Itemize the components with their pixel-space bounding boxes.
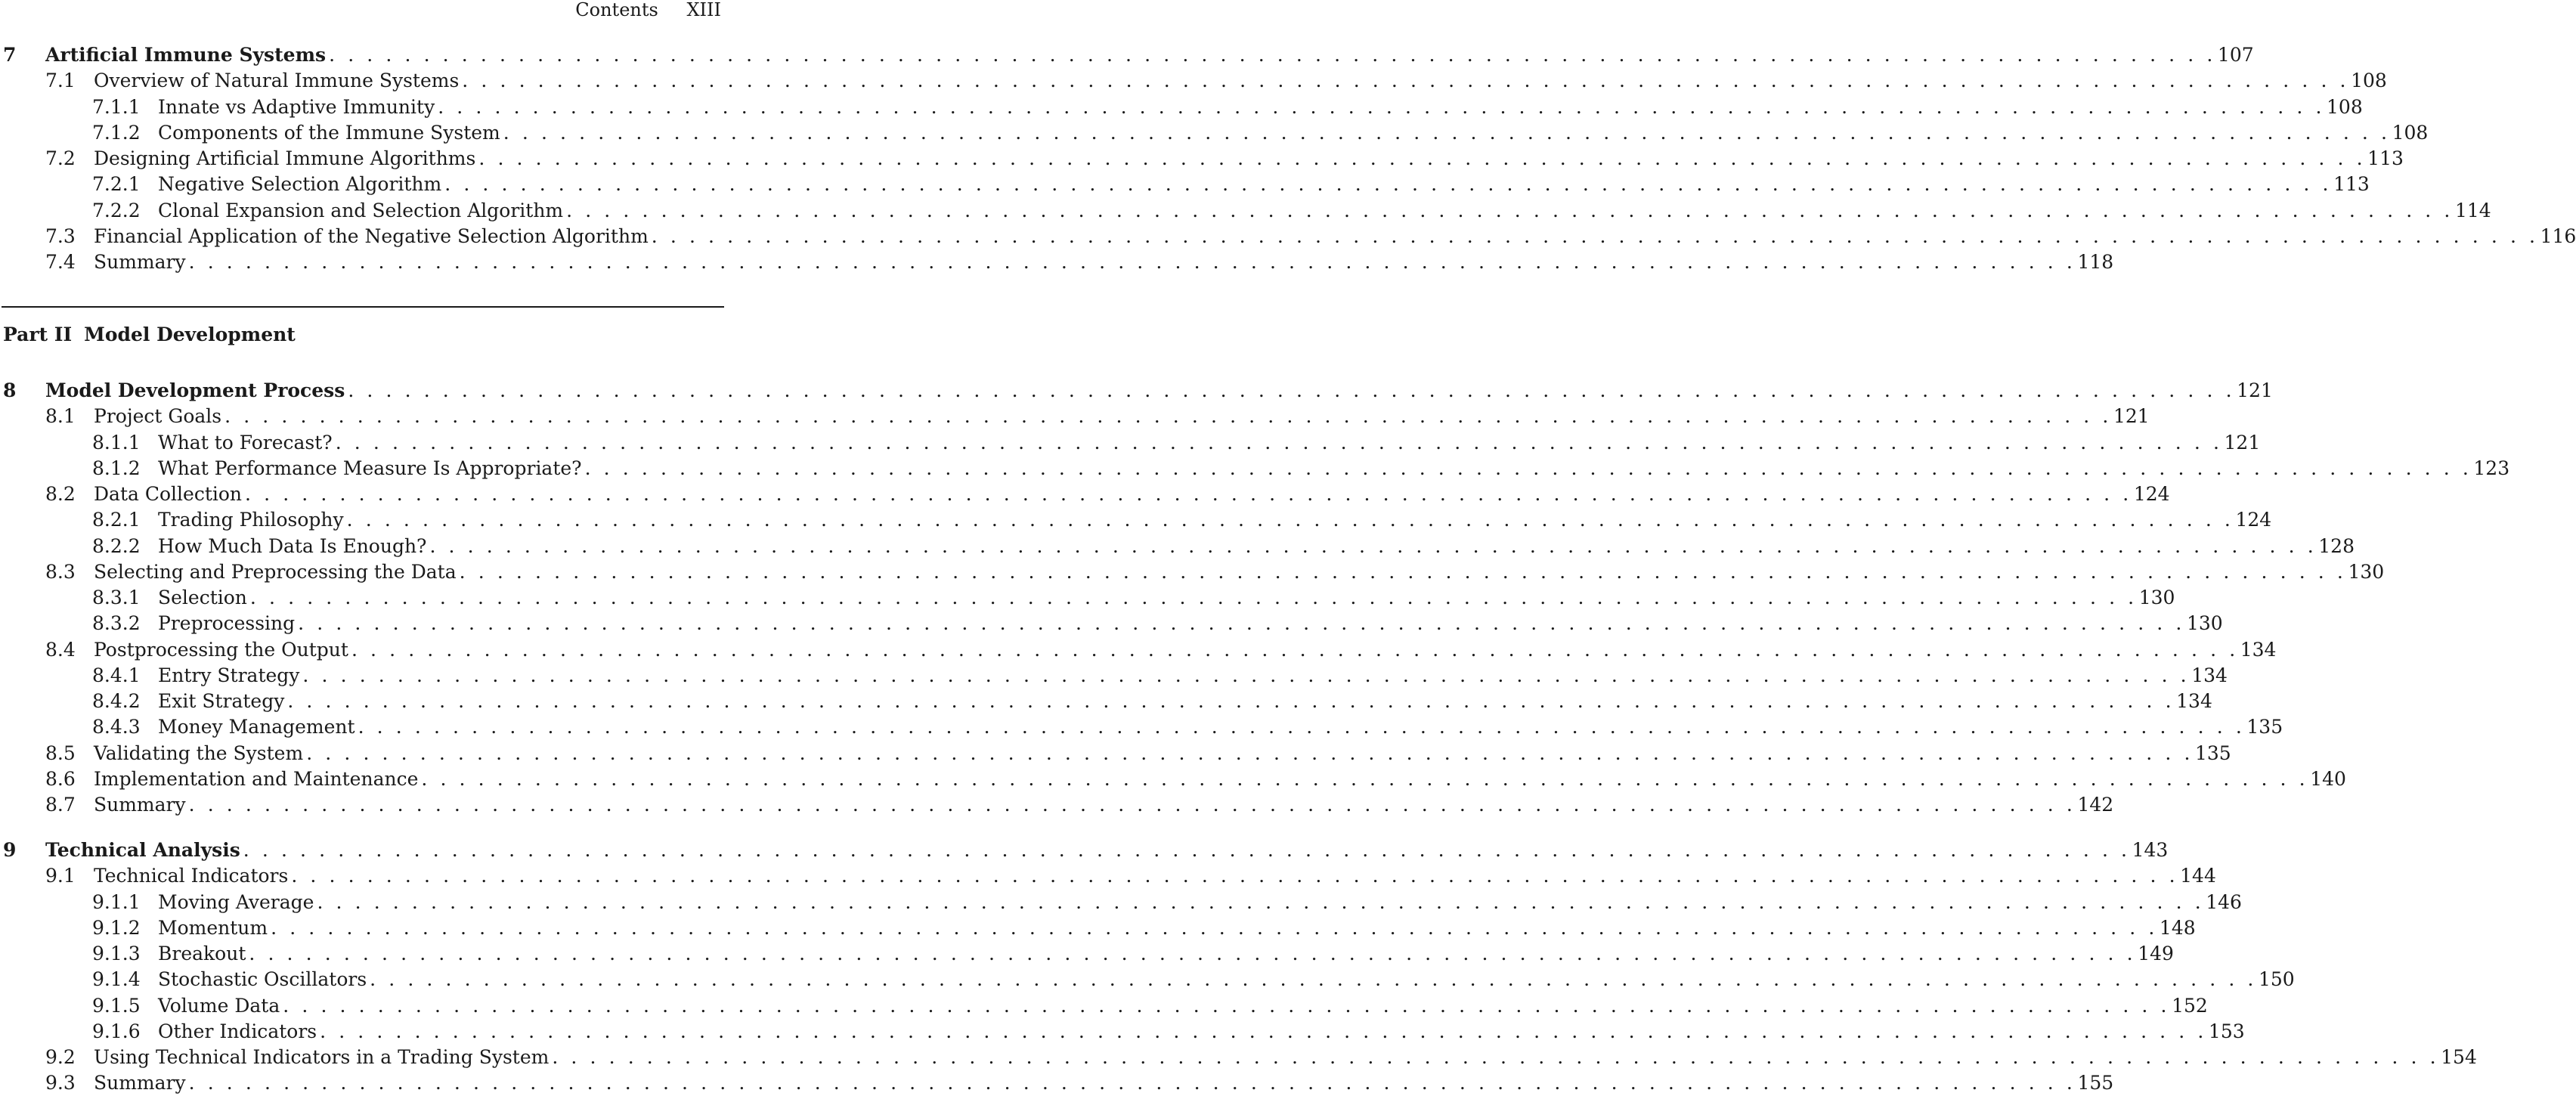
toc-entry-number: 8.1 <box>45 405 76 428</box>
toc-dot-leader: . . . . . . . . . . . . . . . . . . . . . . . . . . . . . . . . . . . . . . . . . . . . . . . . . . . . . . . . . . . . . . . . . . . . . . . . . . . . . . . . . . . . . . . . . . . . . . . . . . . . <box>503 121 2391 144</box>
toc-dot-leader: . . . . . . . . . . . . . . . . . . . . . . . . . . . . . . . . . . . . . . . . . . . . . . . . . . . . . . . . . . . . . . . . . . . . . . . . . . . . . . . . . . . . . . . . . . . . . . . . . . . . <box>459 560 2347 583</box>
toc-entry-title: Data Collection <box>94 483 243 505</box>
toc-entry-title: Other Indicators <box>158 1020 317 1042</box>
toc-subsection-entry[interactable] <box>0 714 2283 740</box>
toc-entry-number: 9.3 <box>45 1072 76 1094</box>
toc-subsection-entry[interactable] <box>0 430 2261 456</box>
toc-entry-title: Negative Selection Algorithm <box>158 173 442 196</box>
toc-entry-title: Summary <box>94 794 186 816</box>
toc-entry-page: 130 <box>2186 612 2223 635</box>
toc-entry-title: Artificial Immune Systems <box>45 44 327 66</box>
toc-dot-leader: . . . . . . . . . . . . . . . . . . . . . . . . . . . . . . . . . . . . . . . . . . . . . . . . . . . . . . . . . . . . . . . . . . . . . . . . . . . . . . . . . . . . . . . . . . . . . . . . . . . . <box>302 664 2191 686</box>
toc-subsection-entry[interactable] <box>0 94 2363 120</box>
toc-entry-title: Trading Philosophy <box>158 509 344 531</box>
toc-section-entry[interactable] <box>0 146 2404 172</box>
toc-entry-title: Momentum <box>158 916 268 939</box>
toc-subsection-entry[interactable] <box>0 890 2242 915</box>
toc-entry-number: 7.2 <box>45 147 76 169</box>
toc-subsection-entry[interactable] <box>0 534 2355 559</box>
toc-subsection-entry[interactable] <box>0 941 2174 967</box>
toc-dot-leader: . . . . . . . . . . . . . . . . . . . . . . . . . . . . . . . . . . . . . . . . . . . . . . . . . . . . . . . . . . . . . . . . . . . . . . . . . . . . . . . . . . . . . . . . . . . . . . . . . . . . <box>351 638 2239 661</box>
toc-entry-page: 153 <box>2208 1020 2245 1042</box>
toc-subsection-entry[interactable] <box>0 172 2370 197</box>
toc-dot-leader: . . . . . . . . . . . . . . . . . . . . . . . . . . . . . . . . . . . . . . . . . . . . . . . . . . . . . . . . . . . . . . . . . . . . . . . . . . . . . . . . . . . . . . . . . . . . . . . . . . . . <box>478 147 2367 169</box>
toc-entry-title: Volume Data <box>158 994 280 1017</box>
toc-section-entry[interactable] <box>0 224 2576 249</box>
toc-entry-number: 8.1.2 <box>92 457 141 479</box>
toc-chapter-entry[interactable] <box>0 42 2254 68</box>
toc-entry-title: Money Management <box>158 716 355 738</box>
toc-entry-page: 152 <box>2172 994 2208 1017</box>
toc-dot-leader: . . . . . . . . . . . . . . . . . . . . . . . . . . . . . . . . . . . . . . . . . . . . . . . . . . . . . . . . . . . . . . . . . . . . . . . . . . . . . . . . . . . . . . . . . . . . . . . . . . . . <box>370 968 2257 991</box>
toc-entry-title: Model Development Process <box>45 379 345 401</box>
toc-entry-number: 8.7 <box>45 794 76 816</box>
toc-entry-page: 150 <box>2258 968 2295 991</box>
toc-subsection-entry[interactable] <box>0 198 2491 224</box>
toc-dot-leader: . . . . . . . . . . . . . . . . . . . . . . . . . . . . . . . . . . . . . . . . . . . . . . . . . . . . . . . . . . . . . . . . . . . . . . . . . . . . . . . . . . . . . . . . . . . . . . . . . . . . <box>335 431 2223 454</box>
toc-entry-page: 130 <box>2348 560 2385 583</box>
toc-entry-title: Components of the Immune System <box>158 121 500 144</box>
toc-dot-leader: . . . . . . . . . . . . . . . . . . . . . . . . . . . . . . . . . . . . . . . . . . . . . . . . . . . . . . . . . . . . . . . . . . . . . . . . . . . . . . . . . . . . . . . . . . . . . . . . . . . . <box>421 767 2309 790</box>
toc-entry-title: Implementation and Maintenance <box>94 767 419 790</box>
toc-entry-number: 8 <box>3 379 17 401</box>
toc-entry-number: 9.1 <box>45 865 76 887</box>
toc-dot-leader: . . . . . . . . . . . . . . . . . . . . . . . . . . . . . . . . . . . . . . . . . . . . . . . . . . . . . . . . . . . . . . . . . . . . . . . . . . . . . . . . . . . . . . . . . . . . . . . . . . . . <box>552 1046 2440 1068</box>
toc-entry-page: 148 <box>2159 916 2196 939</box>
running-header-page-number: XIII <box>686 0 721 20</box>
toc-entry-number: 8.6 <box>45 767 76 790</box>
toc-dot-leader: . . . . . . . . . . . . . . . . . . . . . . . . . . . . . . . . . . . . . . . . . . . . . . . . . . . . . . . . . . . . . . . . . . . . . . . . . . . . . . . . . . . . . . . . . . . . . . . . . . . . <box>188 1072 2076 1094</box>
toc-section-entry[interactable] <box>0 559 2385 585</box>
toc-entry-title: Selecting and Preprocessing the Data <box>94 560 457 583</box>
toc-entry-page: 124 <box>2235 509 2272 531</box>
toc-subsection-entry[interactable] <box>0 993 2208 1019</box>
toc-entry-title: Preprocessing <box>158 612 296 635</box>
toc-dot-leader: . . . . . . . . . . . . . . . . . . . . . . . . . . . . . . . . . . . . . . . . . . . . . . . . . . . . . . . . . . . . . . . . . . . . . . . . . . . . . . . . . . . . . . . . . . . . . . . . . . . . <box>249 943 2137 964</box>
toc-entry-page: 121 <box>2237 379 2273 401</box>
part-label: Part II <box>3 324 73 345</box>
part-title: Model Development <box>84 324 296 345</box>
toc-entry-page: 140 <box>2310 767 2346 790</box>
toc-section-entry[interactable] <box>0 1070 2114 1096</box>
toc-entry-page: 123 <box>2473 457 2510 479</box>
toc-entry-number: 8.4.3 <box>92 716 141 738</box>
toc-chapter-entry[interactable] <box>0 378 2273 404</box>
toc-entry-page: 155 <box>2077 1072 2114 1094</box>
toc-entry-page: 146 <box>2206 890 2242 913</box>
toc-dot-leader: . . . . . . . . . . . . . . . . . . . . . . . . . . . . . . . . . . . . . . . . . . . . . . . . . . . . . . . . . . . . . . . . . . . . . . . . . . . . . . . . . . . . . . . . . . . . . . . . . . . . <box>444 173 2333 196</box>
toc-chapter-entry[interactable] <box>0 837 2169 863</box>
toc-dot-leader: . . . . . . . . . . . . . . . . . . . . . . . . . . . . . . . . . . . . . . . . . . . . . . . . . . . . . . . . . . . . . . . . . . . . . . . . . . . . . . . . . . . . . . . . . . . . . . . . . . . . <box>287 690 2175 712</box>
toc-dot-leader: . . . . . . . . . . . . . . . . . . . . . . . . . . . . . . . . . . . . . . . . . . . . . . . . . . . . . . . . . . . . . . . . . . . . . . . . . . . . . . . . . . . . . . . . . . . . . . . . . . . . <box>566 199 2454 221</box>
toc-entry-page: 113 <box>2333 173 2370 196</box>
toc-entry-page: 130 <box>2138 587 2175 608</box>
toc-entry-number: 7.2.1 <box>92 173 141 196</box>
toc-entry-number: 7.1.1 <box>92 95 141 118</box>
toc-entry-page: 113 <box>2367 147 2404 169</box>
toc-entry-page: 116 <box>2540 224 2576 247</box>
toc-dot-leader: . . . . . . . . . . . . . . . . . . . . . . . . . . . . . . . . . . . . . . . . . . . . . . . . . . . . . . . . . . . . . . . . . . . . . . . . . . . . . . . . . . . . . . . . . . . . . . . . . . . . <box>224 405 2112 428</box>
toc-entry-page: 108 <box>2327 95 2363 118</box>
toc-entry-title: Designing Artificial Immune Algorithms <box>94 147 476 169</box>
toc-entry-title: Entry Strategy <box>158 664 300 686</box>
toc-subsection-entry[interactable] <box>0 663 2228 689</box>
toc-dot-leader: . . . . . . . . . . . . . . . . . . . . . . . . . . . . . . . . . . . . . . . . . . . . . . . . . . . . . . . . . . . . . . . . . . . . . . . . . . . . . . . . . . . . . . . . . . . . . . . . . . . . <box>291 865 2179 887</box>
toc-dot-leader: . . . . . . . . . . . . . . . . . . . . . . . . . . . . . . . . . . . . . . . . . . . . . . . . . . . . . . . . . . . . . . . . . . . . . . . . . . . . . . . . . . . . . . . . . . . . . . . . . . . . <box>283 994 2171 1017</box>
toc-subsection-entry[interactable] <box>0 456 2510 481</box>
toc-entry-number: 7.1.2 <box>92 121 141 144</box>
toc-dot-leader: . . . . . . . . . . . . . . . . . . . . . . . . . . . . . . . . . . . . . . . . . . . . . . . . . . . . . . . . . . . . . . . . . . . . . . . . . . . . . . . . . . . . . . . . . . . . . . . . . . . . <box>317 890 2205 913</box>
toc-entry-title: How Much Data Is Enough? <box>158 534 427 557</box>
toc-entry-page: 124 <box>2133 483 2170 505</box>
toc-subsection-entry[interactable] <box>0 611 2223 636</box>
toc-entry-page: 143 <box>2132 839 2169 861</box>
toc-dot-leader: . . . . . . . . . . . . . . . . . . . . . . . . . . . . . . . . . . . . . . . . . . . . . . . . . . . . . . . . . . . . . . . . . . . . . . . . . . . . . . . . . . . . . . . . . . . . . . . . . . . . <box>271 916 2158 939</box>
toc-entry-number: 8.1.1 <box>92 431 141 454</box>
toc-entry-number: 8.2.1 <box>92 509 141 531</box>
toc-entry-number: 8.3 <box>45 560 76 583</box>
toc-entry-page: 149 <box>2138 943 2174 964</box>
toc-dot-leader: . . . . . . . . . . . . . . . . . . . . . . . . . . . . . . . . . . . . . . . . . . . . . . . . . . . . . . . . . . . . . . . . . . . . . . . . . . . . . . . . . . . . . . . . . . . . . . . . . . . . <box>429 534 2317 557</box>
toc-entry-title: Financial Application of the Negative Selection Algorithm <box>94 224 649 247</box>
toc-section-entry[interactable] <box>0 249 2114 275</box>
toc-subsection-entry[interactable] <box>0 1019 2245 1045</box>
toc-entry-page: 128 <box>2318 534 2355 557</box>
toc-entry-page: 134 <box>2191 664 2228 686</box>
toc-entry-page: 118 <box>2077 251 2114 273</box>
toc-dot-leader: . . . . . . . . . . . . . . . . . . . . . . . . . . . . . . . . . . . . . . . . . . . . . . . . . . . . . . . . . . . . . . . . . . . . . . . . . . . . . . . . . . . . . . . . . . . . . . . . . . . . <box>346 509 2234 531</box>
toc-entry-title: Selection <box>158 587 247 608</box>
toc-section-entry[interactable] <box>0 637 2277 663</box>
toc-subsection-entry[interactable] <box>0 689 2212 714</box>
toc-entry-page: 135 <box>2246 716 2283 738</box>
toc-dot-leader: . . . . . . . . . . . . . . . . . . . . . . . . . . . . . . . . . . . . . . . . . . . . . . . . . . . . . . . . . . . . . . . . . . . . . . . . . . . . . . . . . . . . . . . . . . . . . . . . . . . . <box>188 251 2076 273</box>
toc-entry-number: 9 <box>3 839 17 861</box>
toc-entry-title: What Performance Measure Is Appropriate? <box>158 457 582 479</box>
toc-entry-page: 142 <box>2077 794 2114 816</box>
toc-entry-number: 7.2.2 <box>92 199 141 221</box>
toc-entry-page: 108 <box>2351 70 2387 92</box>
toc-entry-page: 134 <box>2240 638 2277 661</box>
toc-entry-number: 8.4.2 <box>92 690 141 712</box>
toc-dot-leader: . . . . . . . . . . . . . . . . . . . . . . . . . . . . . . . . . . . . . . . . . . . . . . . . . . . . . . . . . . . . . . . . . . . . . . . . . . . . . . . . . . . . . . . . . . . . . . . . . . . . <box>329 44 2216 66</box>
toc-dot-leader: . . . . . . . . . . . . . . . . . . . . . . . . . . . . . . . . . . . . . . . . . . . . . . . . . . . . . . . . . . . . . . . . . . . . . . . . . . . . . . . . . . . . . . . . . . . . . . . . . . . . <box>306 742 2194 764</box>
toc-entry-page: 134 <box>2176 690 2212 712</box>
toc-dot-leader: . . . . . . . . . . . . . . . . . . . . . . . . . . . . . . . . . . . . . . . . . . . . . . . . . . . . . . . . . . . . . . . . . . . . . . . . . . . . . . . . . . . . . . . . . . . . . . . . . . . . <box>298 612 2185 635</box>
toc-entry-number: 8.2.2 <box>92 534 141 557</box>
toc-entry-number: 9.1.5 <box>92 994 141 1017</box>
toc-entry-title: Clonal Expansion and Selection Algorithm <box>158 199 564 221</box>
toc-entry-title: Summary <box>94 251 186 273</box>
toc-dot-leader: . . . . . . . . . . . . . . . . . . . . . . . . . . . . . . . . . . . . . . . . . . . . . . . . . . . . . . . . . . . . . . . . . . . . . . . . . . . . . . . . . . . . . . . . . . . . . . . . . . . . <box>245 483 2132 505</box>
toc-section-entry[interactable] <box>0 863 2216 889</box>
toc-entry-title: Breakout <box>158 943 246 964</box>
toc-subsection-entry[interactable] <box>0 507 2272 533</box>
toc-section-entry[interactable] <box>0 766 2346 792</box>
toc-entry-number: 8.4 <box>45 638 76 661</box>
toc-entry-title: Using Technical Indicators in a Trading System <box>94 1046 550 1068</box>
toc-entry-number: 8.3.2 <box>92 612 141 635</box>
toc-section-entry[interactable] <box>0 1045 2477 1070</box>
toc-dot-leader: . . . . . . . . . . . . . . . . . . . . . . . . . . . . . . . . . . . . . . . . . . . . . . . . . . . . . . . . . . . . . . . . . . . . . . . . . . . . . . . . . . . . . . . . . . . . . . . . . . . . <box>651 224 2539 247</box>
toc-entry-number: 9.1.3 <box>92 943 141 964</box>
toc-entry-page: 144 <box>2180 865 2216 887</box>
toc-entry-number: 8.2 <box>45 483 76 505</box>
toc-entry-page: 121 <box>2224 431 2261 454</box>
toc-section-entry[interactable] <box>0 68 2387 94</box>
toc-entry-number: 8.3.1 <box>92 587 141 608</box>
toc-dot-leader: . . . . . . . . . . . . . . . . . . . . . . . . . . . . . . . . . . . . . . . . . . . . . . . . . . . . . . . . . . . . . . . . . . . . . . . . . . . . . . . . . . . . . . . . . . . . . . . . . . . . <box>188 794 2076 816</box>
toc-entry-title: Postprocessing the Output <box>94 638 348 661</box>
toc-dot-leader: . . . . . . . . . . . . . . . . . . . . . . . . . . . . . . . . . . . . . . . . . . . . . . . . . . . . . . . . . . . . . . . . . . . . . . . . . . . . . . . . . . . . . . . . . . . . . . . . . . . . <box>249 587 2138 608</box>
toc-entry-title: What to Forecast? <box>158 431 333 454</box>
toc-entry-page: 107 <box>2217 44 2254 66</box>
toc-entry-title: Technical Indicators <box>94 865 289 887</box>
toc-dot-leader: . . . . . . . . . . . . . . . . . . . . . . . . . . . . . . . . . . . . . . . . . . . . . . . . . . . . . . . . . . . . . . . . . . . . . . . . . . . . . . . . . . . . . . . . . . . . . . . . . . . . <box>320 1020 2207 1042</box>
toc-section-entry[interactable] <box>0 741 2231 766</box>
toc-entry-number: 9.1.6 <box>92 1020 141 1042</box>
toc-subsection-entry[interactable] <box>0 120 2429 146</box>
toc-entry-title: Technical Analysis <box>45 839 240 861</box>
toc-dot-leader: . . . . . . . . . . . . . . . . . . . . . . . . . . . . . . . . . . . . . . . . . . . . . . . . . . . . . . . . . . . . . . . . . . . . . . . . . . . . . . . . . . . . . . . . . . . . . . . . . . . . <box>438 95 2326 118</box>
toc-entry-title: Overview of Natural Immune Systems <box>94 70 460 92</box>
toc-subsection-entry[interactable] <box>0 967 2295 992</box>
toc-dot-leader: . . . . . . . . . . . . . . . . . . . . . . . . . . . . . . . . . . . . . . . . . . . . . . . . . . . . . . . . . . . . . . . . . . . . . . . . . . . . . . . . . . . . . . . . . . . . . . . . . . . . <box>462 70 2350 92</box>
toc-entry-page: 135 <box>2195 742 2231 764</box>
toc-entry-number: 7 <box>3 44 17 66</box>
toc-entry-title: Validating the System <box>94 742 304 764</box>
toc-entry-title: Moving Average <box>158 890 314 913</box>
toc-entry-number: 8.4.1 <box>92 664 141 686</box>
toc-entry-number: 7.4 <box>45 251 76 273</box>
toc-entry-title: Exit Strategy <box>158 690 285 712</box>
toc-entry-page: 154 <box>2441 1046 2477 1068</box>
toc-entry-number: 8.5 <box>45 742 76 764</box>
toc-subsection-entry[interactable] <box>0 915 2196 941</box>
toc-dot-leader: . . . . . . . . . . . . . . . . . . . . . . . . . . . . . . . . . . . . . . . . . . . . . . . . . . . . . . . . . . . . . . . . . . . . . . . . . . . . . . . . . . . . . . . . . . . . . . . . . . . . <box>584 457 2472 479</box>
part-divider-rule <box>2 306 724 308</box>
toc-entry-page: 121 <box>2113 405 2150 428</box>
running-header-section: Contents <box>575 0 658 20</box>
toc-dot-leader: . . . . . . . . . . . . . . . . . . . . . . . . . . . . . . . . . . . . . . . . . . . . . . . . . . . . . . . . . . . . . . . . . . . . . . . . . . . . . . . . . . . . . . . . . . . . . . . . . . . . <box>358 716 2246 738</box>
toc-dot-leader: . . . . . . . . . . . . . . . . . . . . . . . . . . . . . . . . . . . . . . . . . . . . . . . . . . . . . . . . . . . . . . . . . . . . . . . . . . . . . . . . . . . . . . . . . . . . . . . . . . . . <box>348 379 2236 401</box>
toc-entry-number: 9.1.4 <box>92 968 141 991</box>
toc-section-entry[interactable] <box>0 481 2170 507</box>
toc-entry-number: 9.2 <box>45 1046 76 1068</box>
toc-entry-number: 7.3 <box>45 224 76 247</box>
toc-entry-title: Innate vs Adaptive Immunity <box>158 95 435 118</box>
toc-section-entry[interactable] <box>0 404 2150 429</box>
toc-entry-title: Stochastic Oscillators <box>158 968 367 991</box>
toc-section-entry[interactable] <box>0 792 2114 818</box>
toc-entry-page: 114 <box>2454 199 2491 221</box>
toc-entry-title: Summary <box>94 1072 186 1094</box>
running-header <box>575 0 721 21</box>
part-heading <box>3 321 296 348</box>
toc-entry-page: 108 <box>2392 121 2429 144</box>
toc-subsection-entry[interactable] <box>0 585 2175 611</box>
toc-dot-leader: . . . . . . . . . . . . . . . . . . . . . . . . . . . . . . . . . . . . . . . . . . . . . . . . . . . . . . . . . . . . . . . . . . . . . . . . . . . . . . . . . . . . . . . . . . . . . . . . . . . . <box>243 839 2131 861</box>
toc-entry-number: 9.1.1 <box>92 890 141 913</box>
toc-entry-number: 9.1.2 <box>92 916 141 939</box>
toc-entry-number: 7.1 <box>45 70 76 92</box>
toc-entry-title: Project Goals <box>94 405 222 428</box>
